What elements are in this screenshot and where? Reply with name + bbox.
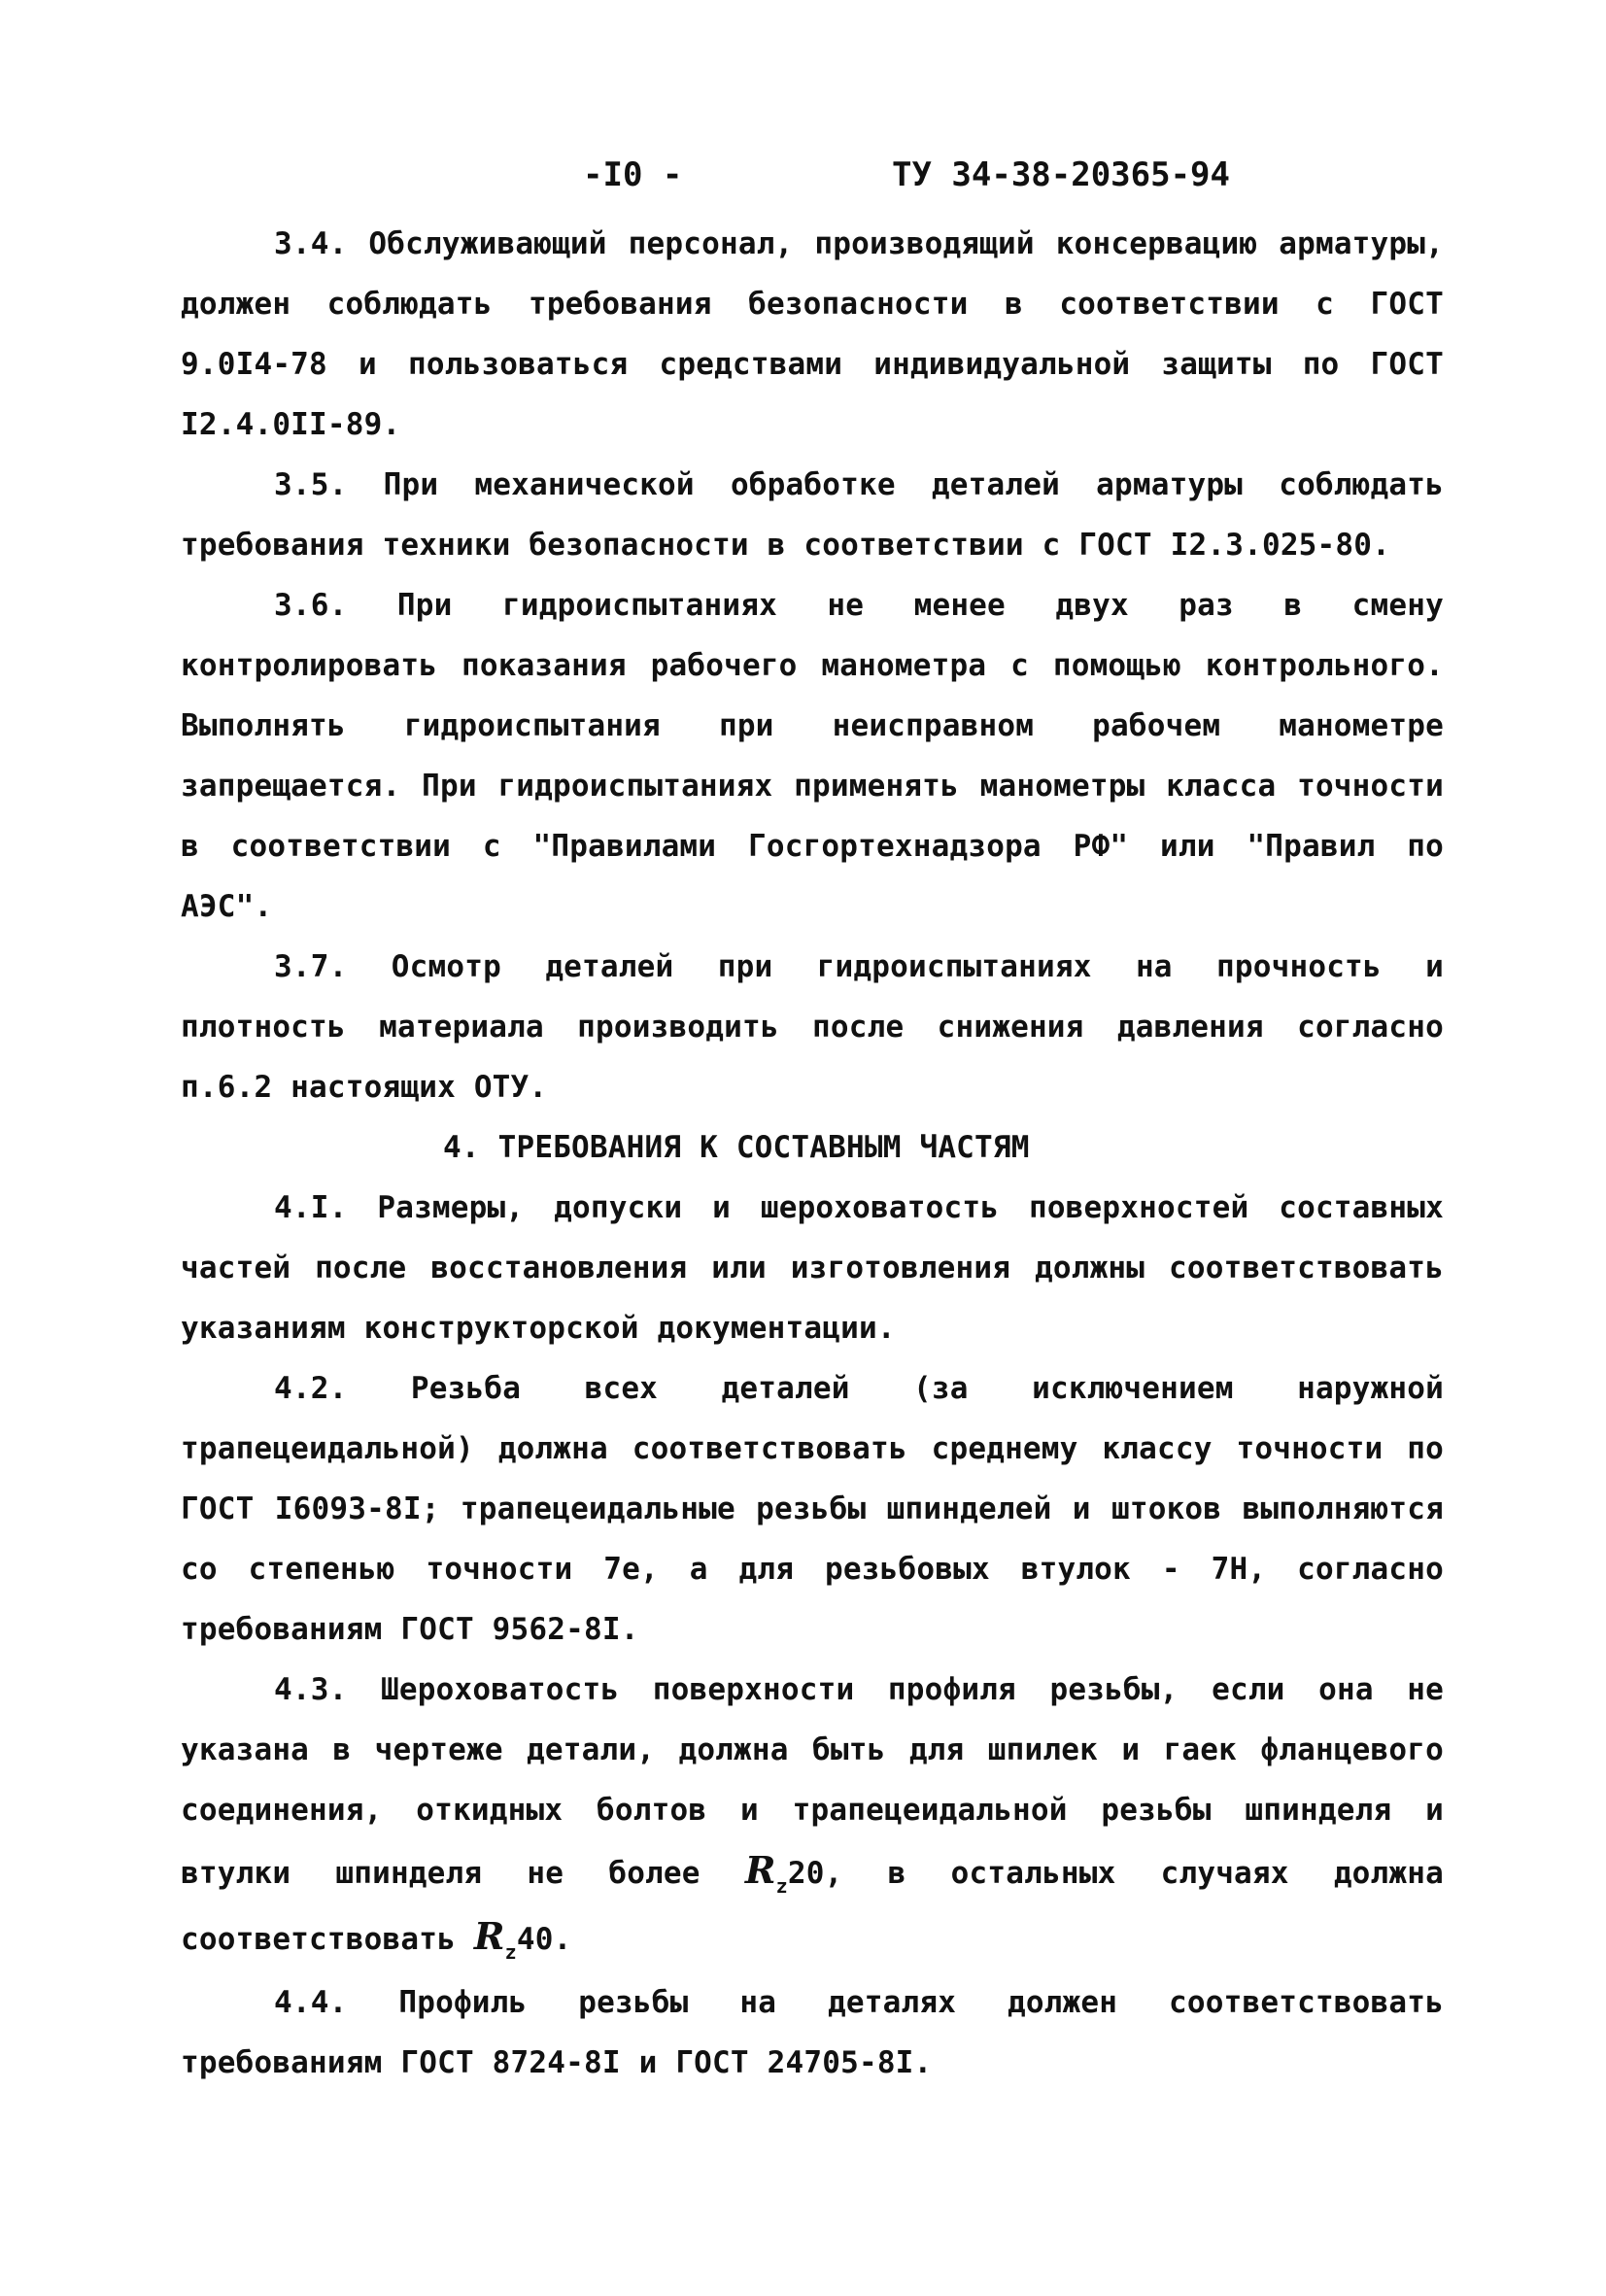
roughness-symbol-1: R [744, 1848, 776, 1892]
paragraph-4-3 [181, 1660, 1444, 1972]
document-body [181, 214, 1444, 2093]
roughness-subscript-1: z [775, 1874, 788, 1898]
paragraph-4-1: 4.I. Размеры, допуски и шероховатость поверхностей составных частей после восстановления или изготовления должны соответствовать указаниям конструкторской документации. [181, 1190, 1444, 1346]
paragraph-4-3-text-a: 4.3. Шероховатость поверхности профиля резьбы, если она не указана в чертеже детали, должна быть для шпилек и гаек фланцевого соединения, откидных болтов и трапецеидальной резьбы шпинделя и втулки шпинделя не более [181, 1672, 1444, 1891]
document-code: ТУ 34-38-20365-94 [892, 155, 1230, 194]
paragraph-4-3-end: . [553, 1922, 572, 1957]
roughness-value-2: 40 [516, 1922, 554, 1957]
roughness-symbol-2: R [473, 1914, 505, 1958]
roughness-value-1: 20 [787, 1856, 825, 1891]
paragraph-4-4: 4.4. Профиль резьбы на деталях должен соответствовать требованиям ГОСТ 8724-8I и ГОСТ 24705-8I. [181, 1985, 1444, 2080]
paragraph-4-3-text-b: , в остальных случаях должна соответствовать [181, 1856, 1445, 1957]
roughness-subscript-2: z [504, 1940, 517, 1964]
paragraph-3-6: 3.6. При гидроиспытаниях не менее двух раз в смену контролировать показания рабочего манометра с помощью контрольного. Выполнять гидроиспытания при неисправном рабочем манометре запрещается. При гидроиспытаниях применять манометры класса точности в соответствии с "Правилами Госгортехнадзора РФ" или "Правил по АЭС". [181, 588, 1444, 924]
paragraph-3-7: 3.7. Осмотр деталей при гидроиспытаниях на прочность и плотность материала производить после снижения давления согласно п.6.2 настоящих ОТУ. [181, 949, 1444, 1105]
page-header [0, 155, 1606, 204]
section-4-heading: 4. ТРЕБОВАНИЯ К СОСТАВНЫМ ЧАСТЯМ [443, 1130, 1030, 1165]
page-number: -I0 - [583, 155, 683, 194]
paragraph-4-2: 4.2. Резьба всех деталей (за исключением наружной трапецеидальной) должна соответствовать среднему классу точности по ГОСТ I6093-8I; трапецеидальные резьбы шпинделей и штоков выполняются со степенью точности 7е, а для резьбовых втулок - 7Н, согласно требованиям ГОСТ 9562-8I. [181, 1371, 1444, 1647]
paragraph-3-5: 3.5. При механической обработке деталей арматуры соблюдать требования техники безопасности в соответствии с ГОСТ I2.3.025-80. [181, 467, 1444, 563]
paragraph-3-4: 3.4. Обслуживающий персонал, производящий консервацию арматуры, должен соблюдать требования безопасности в соответствии с ГОСТ 9.0I4-78 и пользоваться средствами индивидуальной защиты по ГОСТ I2.4.0II-89. [181, 226, 1444, 442]
